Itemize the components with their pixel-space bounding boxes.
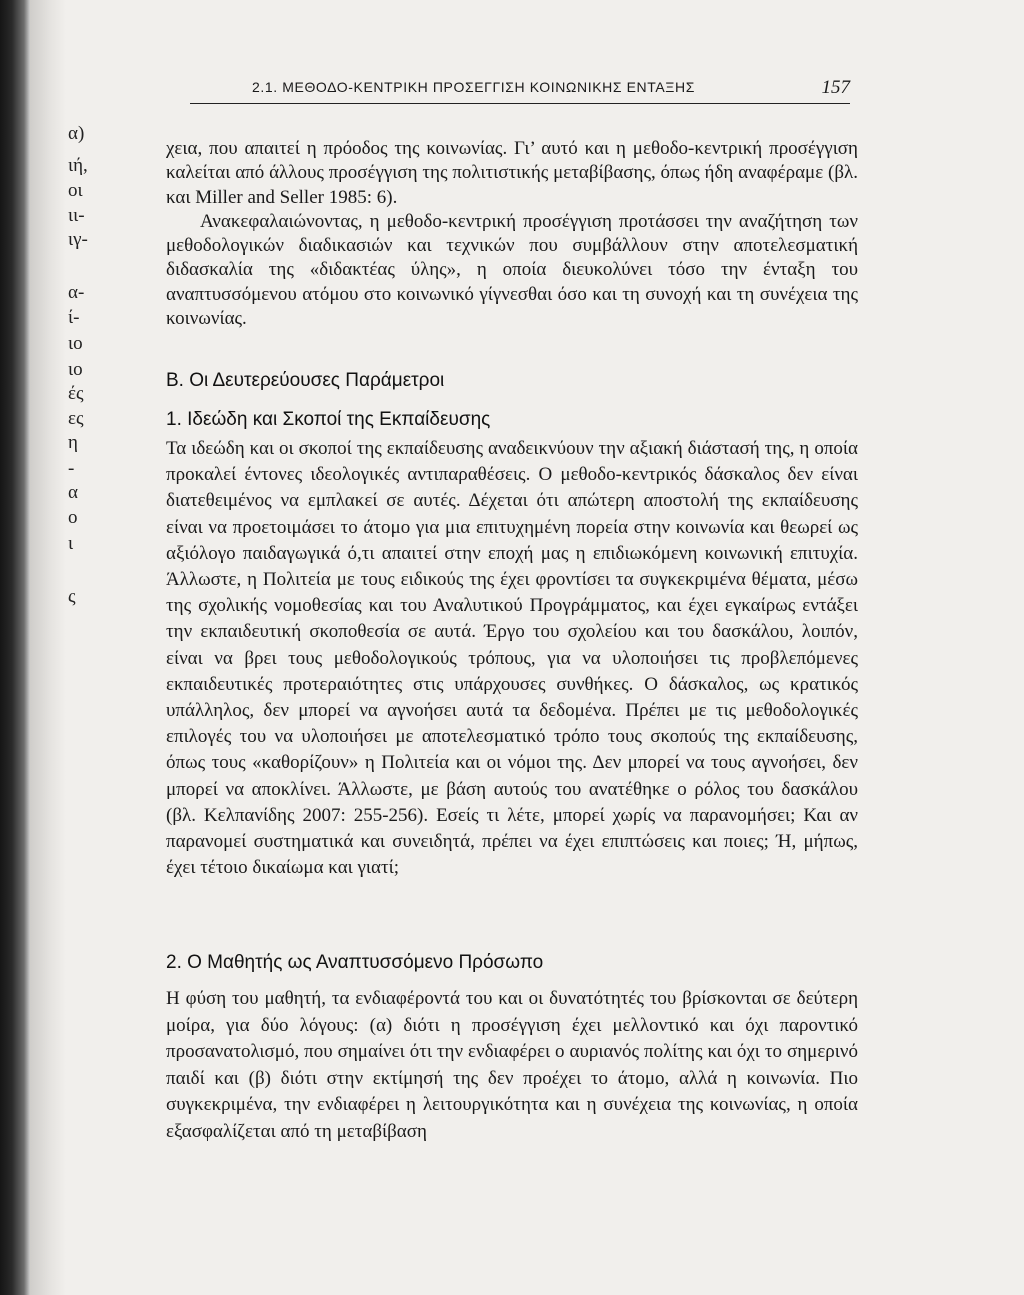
- margin-fragment: α): [68, 123, 85, 144]
- intro-text: [166, 137, 858, 331]
- paragraph: Ανακεφαλαιώνοντας, η μεθοδο-κεντρική προσέγγιση προτάσσει την αναζήτηση των μεθοδολογικών διαδικασιών και τεχνικών που συμβάλλουν στην αποτελεσματική διδασκαλία της «διδακτέας ύλης», η οποία διευκολύνει τόσο την ένταξη του αναπτυσσόμενου ατόμου στο κοινωνικό γίγνεσθαι όσο και τη συνοχή και τη συνέχεια της κοινωνίας.: [166, 210, 858, 330]
- margin-fragment: ο: [68, 507, 78, 528]
- margin-fragment: ές: [68, 383, 84, 404]
- margin-fragment: οι: [68, 180, 83, 201]
- section-heading: Β. Οι Δευτερεύουσες Παράμετροι: [166, 370, 445, 391]
- paragraph: Η φύση του μαθητή, τα ενδιαφέροντά του και οι δυνατότητές του βρίσκονται σε δεύτερη μοίρα, για δύο λόγους: (α) διότι η προσέγγιση έχει μελλοντικό και όχι παροντικό προσανατολισμό, που σημαίνει ότι την ενδιαφέρει ο αυριανός πολίτης και όχι το σημερινό παιδί και (β) διότι στην εκτίμησή της δεν προέχει το άτομο, αλλά η κοινωνία. Πιο συγκεκριμένα, την ενδιαφέρει η λειτουργικότητα και η συνέχεια της κοινωνίας, η οποία εξασφαλίζεται από τη μεταβίβαση: [166, 988, 858, 1142]
- margin-fragment: ιή,: [68, 155, 88, 176]
- facing-page-edge: [30, 0, 88, 1295]
- margin-fragment: -: [68, 458, 75, 479]
- margin-fragment: ιι-: [68, 205, 85, 226]
- margin-fragment: ιγ-: [68, 229, 88, 250]
- margin-fragment: ες: [68, 408, 84, 429]
- page-header: [190, 73, 850, 104]
- subsection-heading: 2. Ο Μαθητής ως Αναπτυσσόμενο Πρόσωπο: [166, 952, 544, 973]
- page-number: 157: [821, 77, 850, 98]
- margin-fragment: ι: [68, 533, 74, 554]
- book-binding-shadow: [0, 0, 30, 1295]
- margin-fragment: ιο: [68, 333, 83, 354]
- margin-fragment: ς: [68, 586, 76, 607]
- paragraph: Τα ιδεώδη και οι σκοποί της εκπαίδευσης αναδεικνύουν την αξιακή διάστασή της, η οποία προκαλεί έντονες ιδεολογικές αντιπαραθέσεις. Ο μεθοδο-κεντρικός δάσκαλος δεν είναι διατεθειμένος να εμπλακεί σε αυτές. Δέχεται ότι απώτερη αποστολή της εκπαίδευσης είναι να προετοιμάσει το άτομο για μια επιτυχημένη πορεία στην κοινωνία και θεωρεί ως αξιόλογο παιδαγωγικά ό,τι απαιτεί στην εποχή μας η επιδιωκόμενη κοινωνική επιτυχία. Άλλωστε, η Πολιτεία με τους ειδικούς της έχει φροντίσει τα συγκεκριμένα θέματα, μέσω της σχολικής νομοθεσίας και του Αναλυτικού Προγράμματος, και έχει εγκαίρως εντάξει την εκπαιδευτική σκοποθεσία σε αυτά. Έργο του σχολείου και του δασκάλου, λοιπόν, είναι να βρει τους μεθοδολογικούς τρόπους, για να υλοποιήσει τις προβλεπόμενες εκπαιδευτικές προτεραιότητες στις υπάρχουσες συνθήκες. Ο δάσκαλος, ως κρατικός υπάλληλος, δεν μπορεί να αγνοήσει αυτά τα δεδομένα. Πρέπει με τις μεθοδολογικές επιλογές του να υλοποιήσει με αποτελεσματικό τρόπο τους σκοπούς της εκπαίδευσης, όπως τους «καθορίζουν» η Πολιτεία και οι νόμοι της. Δεν μπορεί να τους αγνοήσει, δεν μπορεί να αποκλίνει. Άλλωστε, με βάση αυτούς του ανατέθηκε ο ρόλος του δασκάλου (βλ. Κελπανίδης 2007: 255-256). Εσείς τι λέτε, μπορεί χωρίς να παρανομήσει; Και αν παρανομεί συστηματικά και συνειδητά, πρέπει να έχει επιπτώσεις και ποιες; Ή, μήπως, έχει τέτοιο δικαίωμα και γιατί;: [166, 438, 858, 879]
- margin-fragment: α: [68, 482, 78, 503]
- margin-fragment: α-: [68, 282, 85, 303]
- paragraph: χεια, που απαιτεί η πρόοδος της κοινωνίας. Γι’ αυτό και η μεθοδο-κεντρική προσέγγιση καλείται από άλλους προσέγγιση της πολιτιστικής μεταβίβασης, όπως ήδη αναφέραμε (βλ. και Miller and Seller 1985: 6).: [166, 138, 858, 208]
- margin-fragment: ί-: [68, 307, 80, 328]
- margin-fragment: η: [68, 432, 78, 453]
- subsection-heading: 1. Ιδεώδη και Σκοποί της Εκπαίδευσης: [166, 409, 491, 430]
- running-head: 2.1. ΜΕΘΟΔΟ-ΚΕΝΤΡΙΚΗ ΠΡΟΣΕΓΓΙΣΗ ΚΟΙΝΩΝΙΚΗΣ ΕΝΤΑΞΗΣ: [252, 79, 695, 95]
- subsection-text: [166, 436, 858, 881]
- subsection-text: [166, 986, 858, 1146]
- margin-fragment: ιο: [68, 359, 83, 380]
